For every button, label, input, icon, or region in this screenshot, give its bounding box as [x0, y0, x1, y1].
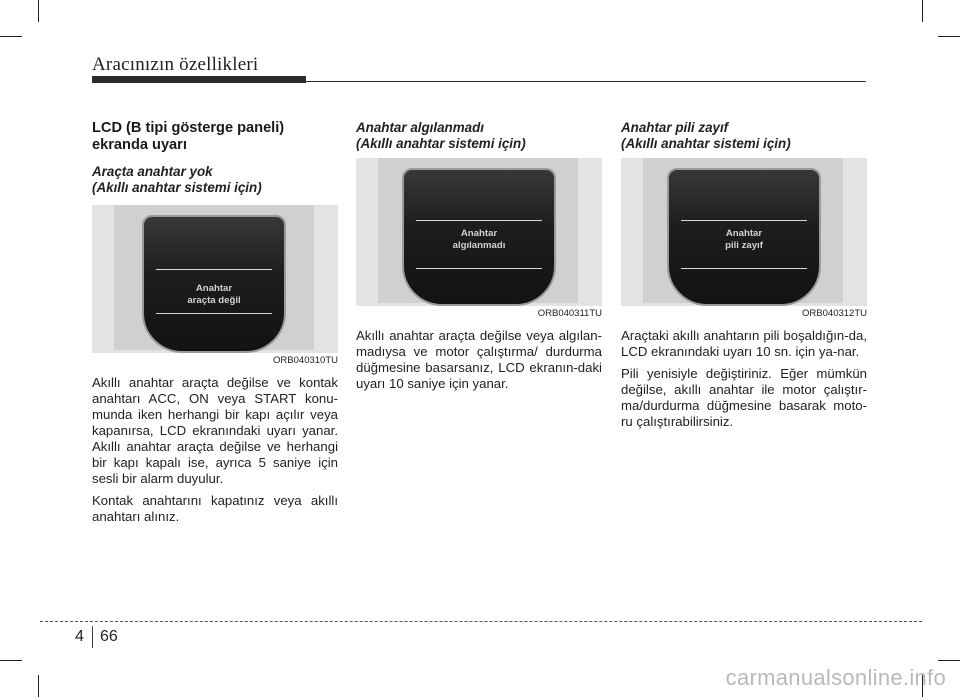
- lcd-message-line2: araçta değil: [187, 295, 241, 306]
- lcd-divider: [156, 313, 272, 314]
- page-number: 66: [100, 628, 118, 645]
- lcd-screen: [402, 168, 556, 306]
- subtitle-line1: Anahtar algılanmadı: [356, 120, 484, 135]
- header-bar: [92, 76, 306, 83]
- watermark: carmanualsonline.info: [725, 665, 946, 690]
- lcd-divider: [156, 269, 272, 270]
- column-lcd-warning: [92, 120, 338, 531]
- lcd-message-line2: pili zayıf: [725, 240, 763, 251]
- section-title: LCD (B tipi gösterge paneli) ekranda uyarı: [92, 120, 285, 153]
- lcd-screen: [667, 168, 821, 306]
- page-number-separator: [92, 626, 93, 648]
- crop-mark: [38, 675, 39, 697]
- crop-mark: [938, 36, 960, 37]
- lcd-divider: [681, 220, 807, 221]
- chapter-number: 4: [75, 628, 84, 645]
- lcd-message-line1: Anahtar: [460, 228, 498, 239]
- body-paragraph: Akıllı anahtar araçta değilse veya algılan-madıysa ve motor çalıştırma/ durdurma düğmesine basarsanız, LCD ekranın-daki uyarı 10 saniye için yanar.: [356, 328, 602, 391]
- body-paragraph: Akıllı anahtar araçta değilse ve kontak anahtarı ACC, ON veya START konu-munda iken herhangi bir kapı açılır veya kapanırsa, LCD ekranındaki uyarı yanar. Akıllı anahtar araçta değilse ve herhangi bir kapı kapalı ise, ayrıca 5 saniye için sesli bir alarm duyulur.: [92, 375, 338, 486]
- lcd-illustration: [621, 158, 867, 306]
- figure-code: ORB040310TU: [273, 355, 338, 366]
- page-header-title: Aracınızın özellikleri: [92, 54, 259, 75]
- lcd-divider: [681, 268, 807, 269]
- subtitle-line1: Anahtar pili zayıf: [621, 120, 729, 135]
- subtitle-line2: (Akıllı anahtar sistemi için): [621, 135, 791, 151]
- crop-mark: [938, 660, 960, 661]
- column-key-not-detected: [356, 120, 602, 398]
- body-paragraph: Araçtaki akıllı anahtarın pili boşaldığın-da, LCD ekranındaki uyarı 10 sn. için ya-nar.: [621, 328, 867, 359]
- subtitle-line1: Araçta anahtar yok: [92, 164, 213, 179]
- column-key-battery-low: [621, 120, 867, 436]
- lcd-illustration: [356, 158, 602, 306]
- lcd-screen: [142, 215, 286, 353]
- subtitle-line2: (Akıllı anahtar sistemi için): [92, 179, 262, 195]
- body-paragraph: Pili yenisiyle değiştiriniz. Eğer mümkün değilse, akıllı anahtar ile motor çalıştır-ma/durdurma düğmesine basarak moto-ru çalıştırabilirsiniz.: [621, 366, 867, 429]
- crop-mark: [0, 660, 22, 661]
- lcd-message-line1: Anahtar: [725, 228, 763, 239]
- subtitle-line2: (Akıllı anahtar sistemi için): [356, 135, 526, 151]
- crop-mark: [38, 0, 39, 22]
- figure-code: ORB040312TU: [802, 308, 867, 319]
- lcd-message-line1: Anahtar: [195, 283, 233, 294]
- header-rule: [306, 81, 866, 82]
- lcd-divider: [416, 220, 542, 221]
- crop-mark: [0, 36, 22, 37]
- lcd-illustration: [92, 205, 338, 353]
- lcd-message-line2: algılanmadı: [452, 240, 506, 251]
- body-paragraph: Kontak anahtarını kapatınız veya akıllı anahtarı alınız.: [92, 493, 338, 524]
- lcd-divider: [416, 268, 542, 269]
- footer-divider: [40, 621, 922, 622]
- crop-mark: [922, 0, 923, 22]
- figure-code: ORB040311TU: [537, 308, 602, 319]
